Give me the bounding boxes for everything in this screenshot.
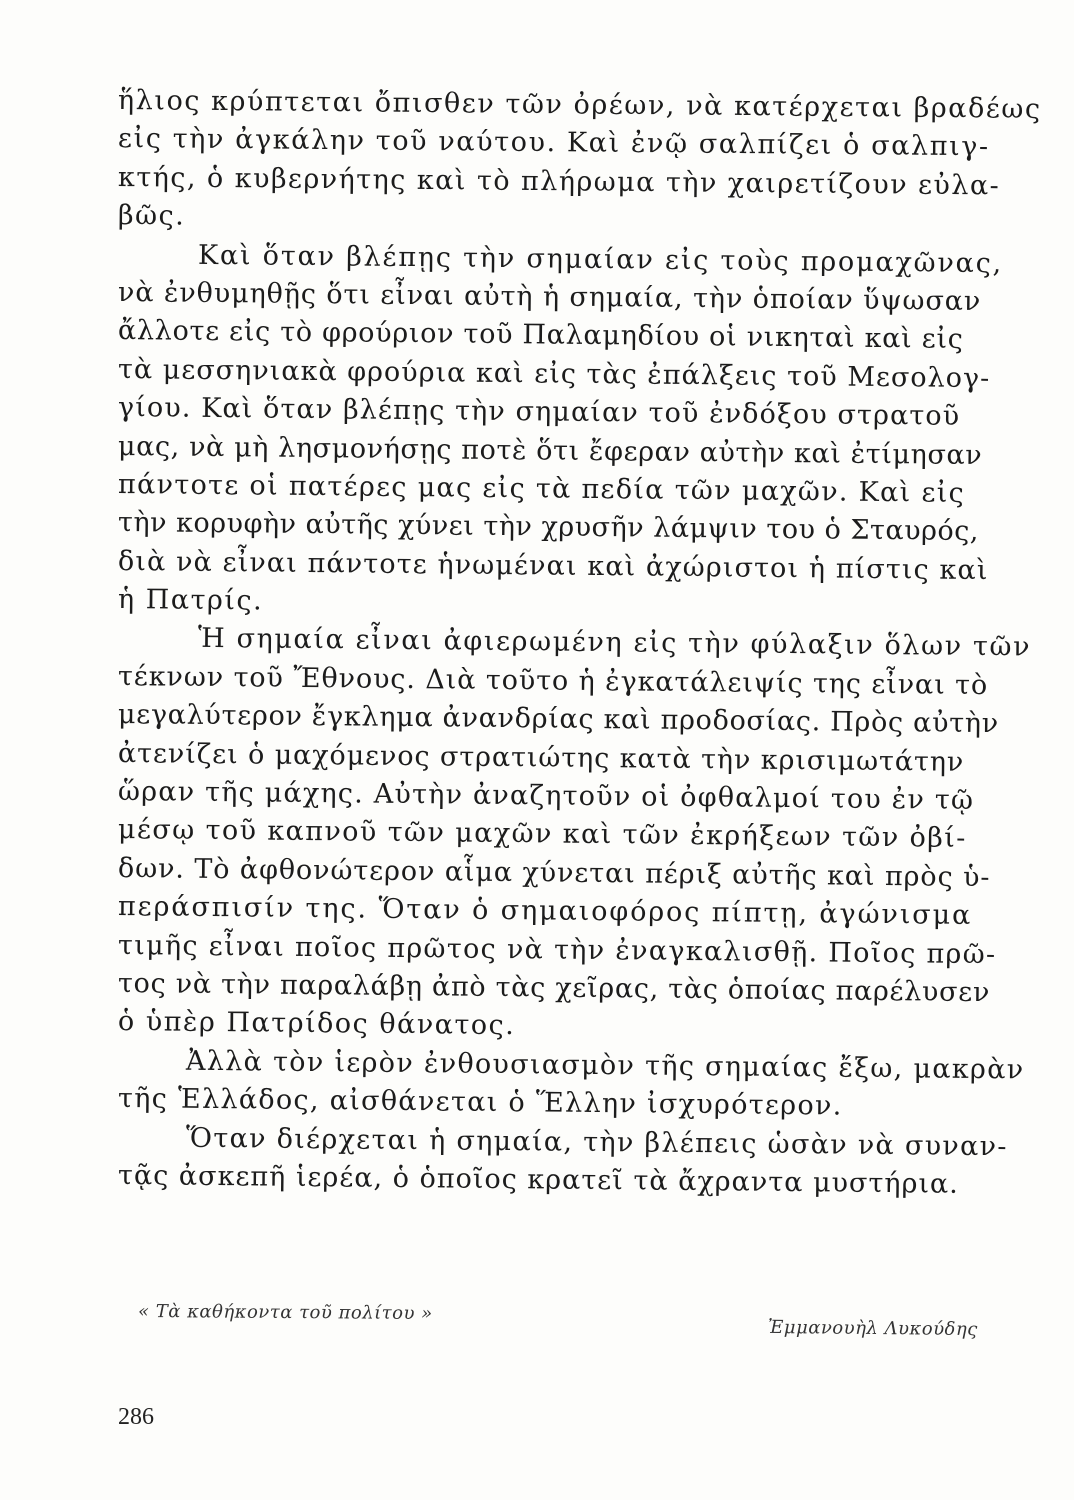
text-line: ἀτενίζει ὁ μαχόμενος στρατιώτης κατὰ τὴν κρισιμωτάτην xyxy=(117,737,965,778)
text-line: Καὶ ὅταν βλέπῃς τὴν σημαίαν εἰς τοὺς προμαχῶνας, xyxy=(197,239,1004,279)
text-line: Ἀλλὰ τὸν ἱερὸν ἐνθουσιασμὸν τῆς σημαίας ἔξω, μακρὰν xyxy=(185,1045,1025,1086)
text-line: ὥραν τῆς μάχης. Αὐτὴν ἀναζητοῦν οἱ ὀφθαλμοί του ἐν τῷ xyxy=(117,776,975,816)
page-number: 286 xyxy=(118,1404,154,1430)
text-line: τῆς Ἑλλάδος, αἰσθάνεται ὁ Ἕλλην ἰσχυρότερον. xyxy=(117,1083,843,1122)
text-line: τέκνων τοῦ Ἔθνους. Διὰ τοῦτο ἡ ἐγκατάλειψίς της εἶναι τὸ xyxy=(117,660,989,701)
text-line: τὴν κορυφὴν αὐτῆς χύνει τὴν χρυσῆν λάμψιν του ὁ Σταυρός, xyxy=(117,507,980,548)
text-line: ἥλιος κρύπτεται ὄπισθεν τῶν ὀρέων, νὰ κατέρχεται βραδέως xyxy=(117,85,1042,125)
text-line: δων. Τὸ ἀφθονώτερον αἷμα χύνεται πέριξ αὐτῆς καὶ πρὸς ὑ- xyxy=(117,852,991,893)
text-line: βῶς. xyxy=(117,200,186,232)
text-line: περάσπισίν της. Ὅταν ὁ σημαιοφόρος πίπτῃ, ἀγώνισμα xyxy=(117,891,973,932)
text-line: πάντοτε οἱ πατέρες μας εἰς τὰ πεδία τῶν μαχῶν. Καὶ εἰς xyxy=(117,468,966,509)
text-line: ὁ ὑπὲρ Πατρίδος θάνατος. xyxy=(117,1006,516,1042)
text-line: τος νὰ τὴν παραλάβῃ ἀπὸ τὰς χεῖρας, τὰς ὁποίας παρέλυσεν xyxy=(117,967,991,1009)
text-line: μέσῳ τοῦ καπνοῦ τῶν μαχῶν καὶ τῶν ἐκρήξεων τῶν ὀβί- xyxy=(117,814,967,855)
source-title: « Τὰ καθήκοντα τοῦ πολίτου » xyxy=(137,1300,433,1325)
text-line: διὰ νὰ εἶναι πάντοτε ἡνωμέναι καὶ ἀχώριστοι ἡ πίστις καὶ xyxy=(117,545,989,586)
text-line: νὰ ἐνθυμηθῇς ὅτι εἶναι αὐτὴ ἡ σημαία, τὴν ὁποίαν ὕψωσαν xyxy=(117,276,982,317)
text-line: Ὅταν διέρχεται ἡ σημαία, τὴν βλέπεις ὡσὰν νὰ συναν- xyxy=(185,1122,1008,1162)
text-line: ἄλλοτε εἰς τὸ φρούριον τοῦ Παλαμηδίου οἱ νικηταὶ καὶ εἰς xyxy=(117,315,964,356)
text-line: κτής, ὁ κυβερνήτης καὶ τὸ πλήρωμα τὴν χαιρετίζουν εὐλα- xyxy=(117,161,1001,202)
text-line: γίου. Καὶ ὅταν βλέπῃς τὴν σημαίαν τοῦ ἐνδόξου στρατοῦ xyxy=(117,392,961,432)
text-line: εἰς τὴν ἀγκάλην τοῦ ναύτου. Καὶ ἐνῷ σαλπίζει ὁ σαλπιγ- xyxy=(117,123,990,163)
text-line: τὰ μεσσηνιακὰ φρούρια καὶ εἰς τὰς ἐπάλξεις τοῦ Μεσολογ- xyxy=(117,353,991,394)
text-line: Ἡ σημαία εἶναι ἀφιερωμένη εἰς τὴν φύλαξιν ὅλων τῶν xyxy=(197,623,1032,664)
text-line: μεγαλύτερον ἔγκλημα ἀνανδρίας καὶ προδοσίας. Πρὸς αὐτὴν xyxy=(117,699,999,740)
text-line: τᾷς ἀσκεπῆ ἱερέα, ὁ ὁποῖος κρατεῖ τὰ ἄχραντα μυστήρια. xyxy=(117,1159,959,1200)
body-text xyxy=(117,82,1042,1200)
attribution xyxy=(137,1294,979,1341)
text-line: τιμῆς εἶναι ποῖος πρῶτος νὰ τὴν ἐναγκαλισθῇ. Ποῖος πρῶ- xyxy=(117,929,997,970)
text-line: ἡ Πατρίς. xyxy=(117,584,264,617)
author-name: Ἐμμανουὴλ Λυκούδης xyxy=(768,1316,979,1341)
text-line: μας, νὰ μὴ λησμονήσῃς ποτὲ ὅτι ἔφεραν αὐτὴν καὶ ἐτίμησαν xyxy=(117,430,983,471)
